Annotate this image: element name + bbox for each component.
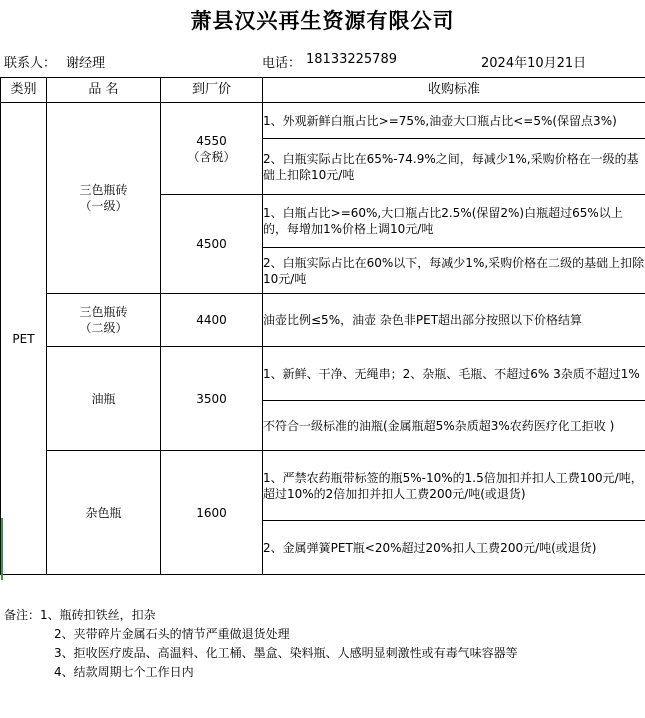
standard-cell: 2、白瓶实际占比在65%-74.9%之间，每减少1%,采购价格在一级的基础上扣除10元/吨 [263,139,645,195]
table-row [1,347,645,401]
standard-cell: 2、金属弹簧PET瓶<20%超过20%扣人工费200元/吨(或退货) [263,521,645,575]
contact-name: 谢经理 [66,56,106,71]
standard-cell: 2、白瓶实际占比在60%以下，每减少1%,采购价格在二级的基础上扣除10元/吨 [263,248,645,294]
table-row [1,103,645,139]
header-category: 类别 [1,78,47,103]
header-standard: 收购标准 [263,78,645,103]
header-price: 到厂价 [161,78,263,103]
date: 2024年10月21日 [481,56,587,71]
price-cell: 4400 [161,294,263,347]
standard-cell: 1、新鲜、干净、无绳串；2、杂瓶、毛瓶、不超过6% 3杂质不超过1% [263,347,645,401]
table-header-row [1,78,645,103]
standard-cell: 不符合一级标准的油瓶(金属瓶超5%杂质超3%农药医疗化工拒收 ) [263,401,645,451]
standard-cell: 1、外观新鲜白瓶占比>=75%,油壶大口瓶占比<=5%(保留点3%) [263,103,645,139]
price-cell: 1600 [161,451,263,575]
phone-number: 18133225789 [306,52,397,67]
price-cell: 3500 [161,347,263,451]
remark-line: 3、拒收医疗废品、高温料、化工桶、墨盒、染料瓶、人感明显刺激性或有毒气味容器等 [54,646,518,660]
phone-label: 电话： [262,56,302,71]
remark-line: 2、夹带碎片金属石头的情节严重做退货处理 [54,627,290,641]
table-row [1,451,645,521]
remarks [4,606,518,682]
price-table [0,77,645,575]
price-cell: 4500 [161,195,263,294]
product-cell: 三色瓶砖 （一级） [47,103,161,294]
category-cell: PET [1,103,47,575]
standard-cell: 1、白瓶占比>=60%,大口瓶占比2.5%(保留2%)白瓶超过65%以上的，每增加1%价格上调10元/吨 [263,195,645,248]
product-cell: 三色瓶砖 （二级） [47,294,161,347]
table-row [1,294,645,347]
contact-label: 联系人： [4,56,57,71]
standard-cell: 1、严禁农药瓶带标签的瓶5%-10%的1.5倍加扣并扣人工费100元/吨，超过10%的2倍加扣并扣人工费200元/吨(或退货) [263,451,645,521]
remark-line: 备注：1、瓶砖扣铁丝，扣杂 [4,608,156,622]
header-product: 品 名 [47,78,161,103]
product-cell: 杂色瓶 [47,451,161,575]
cell-selection-indicator [1,518,3,580]
company-title: 萧县汉兴再生资源有限公司 [190,8,455,33]
remark-line: 4、结款周期七个工作日内 [54,665,194,679]
product-cell: 油瓶 [47,347,161,451]
price-cell: 4550 （含税） [161,103,263,195]
standard-cell: 油壶比例≤5%，油壶 杂色非PET超出部分按照以下价格结算 [263,294,645,347]
